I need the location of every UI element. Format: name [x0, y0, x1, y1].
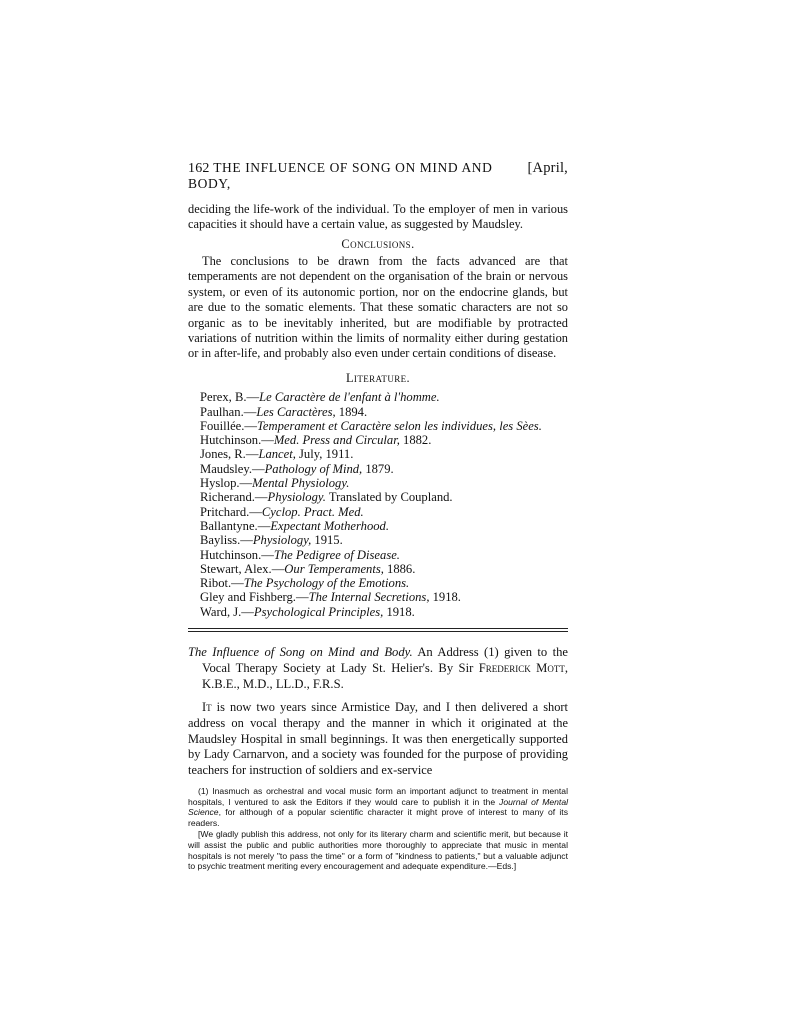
literature-entry: Gley and Fishberg.—The Internal Secretions, 1918. [200, 590, 461, 605]
footnote-1: (1) Inasmuch as orchestral and vocal music form an important adjunct to treatment in mental hospitals, I ventured to ask the Editors if they would care to publish it in the Journal of Mental Science, for although of a popular scientific character it might prove of interest to many of its readers. [188, 786, 569, 828]
article-author: Frederick Mott, [478, 661, 568, 676]
editors-note: [We gladly publish this address, not only for its literary charm and scientific merit, but because it will assist the public and public authorities more thoroughly to appreciate that music in mental hospitals is not merely "to pass the time" or a form of "kindness to patients," but a valuable adjunct to psychic treatment meriting every encouragement and adequate expenditure.—Eds.] [188, 829, 568, 872]
conclusions-heading: Conclusions. [341, 236, 415, 251]
lead-word: It [202, 700, 212, 715]
running-title: THE INFLUENCE OF SONG ON MIND AND BODY, [188, 160, 493, 192]
literature-entry: Bayliss.—Physiology, 1915. [200, 533, 343, 548]
literature-entry: Fouillée.—Temperament et Caractère selon les individues, les Sèes. [200, 418, 542, 433]
intro-paragraph: deciding the life-work of the individual. To the employer of men in various capacities it should have a certain value, as suggested by Maudsley. [188, 201, 568, 232]
page-number: 162 [188, 161, 210, 176]
literature-entry: Pritchard.—Cyclop. Pract. Med. [200, 504, 364, 519]
conclusions-paragraph: The conclusions to be drawn from the facts advanced are that temperaments are not dependent on the organisation of the brain or nervous system, or even of its autonomic portion, nor on the endocrine glands, but are due to the somatic elements. That these somatic characters are not so organic as to be inevitably inherited, but are modifiable by protracted variations of nutrition within the limits of normality either during gestation or in after-life, and probably also even under certain conditions of disease. [188, 254, 568, 361]
title-line [188, 160, 528, 192]
article-title-italic: The Influence of Song on Mind and Body. [188, 645, 413, 660]
footnote-ref[interactable]: 1 [488, 645, 495, 660]
literature-entry: Richerand.—Physiology. Translated by Coupland. [200, 490, 453, 505]
journal-page [188, 160, 568, 872]
literature-entry: Jones, R.—Lancet, July, 1911. [200, 447, 354, 462]
article-body: It is now two years since Armistice Day, and I then delivered a short address on vocal therapy and the manner in which it originated at the Maudsley Hospital in small beginnings. It was then energetically supported by Lady Carnarvon, and a society was founded for the purpose of providing teachers for instruction of soldiers and ex-service [188, 700, 568, 778]
literature-entry: Ward, J.—Psychological Principles, 1918. [200, 604, 415, 619]
literature-entry: Maudsley.—Pathology of Mind, 1879. [200, 461, 394, 476]
issue-date: [April, [527, 160, 568, 176]
double-rule-divider [188, 628, 568, 632]
literature-heading: Literature. [345, 370, 411, 385]
running-head [188, 160, 568, 192]
literature-entry: Ballantyne.—Expectant Motherhood. [200, 518, 389, 533]
literature-entry: Paulhan.—Les Caractères, 1894. [200, 404, 368, 419]
literature-list [188, 390, 568, 619]
literature-entry: Hutchinson.—Med. Press and Circular, 1882. [200, 433, 432, 448]
literature-entry: Hutchinson.—The Pedigree of Disease. [200, 547, 400, 562]
literature-entry: Perex, B.—Le Caractère de l'enfant à l'homme. [200, 390, 440, 405]
literature-entry: Hyslop.—Mental Physiology. [200, 476, 350, 491]
article-title: The Influence of Song on Mind and Body. An Address (1) given to the Vocal Therapy Society at Lady St. Helier's. By Sir Frederick Mott, K.B.E., M.D., LL.D., F.R.S. [188, 645, 568, 692]
footnotes [188, 786, 568, 872]
literature-entry: Stewart, Alex.—Our Temperaments, 1886. [200, 561, 416, 576]
literature-entry: Ribot.—The Psychology of the Emotions. [200, 576, 410, 591]
